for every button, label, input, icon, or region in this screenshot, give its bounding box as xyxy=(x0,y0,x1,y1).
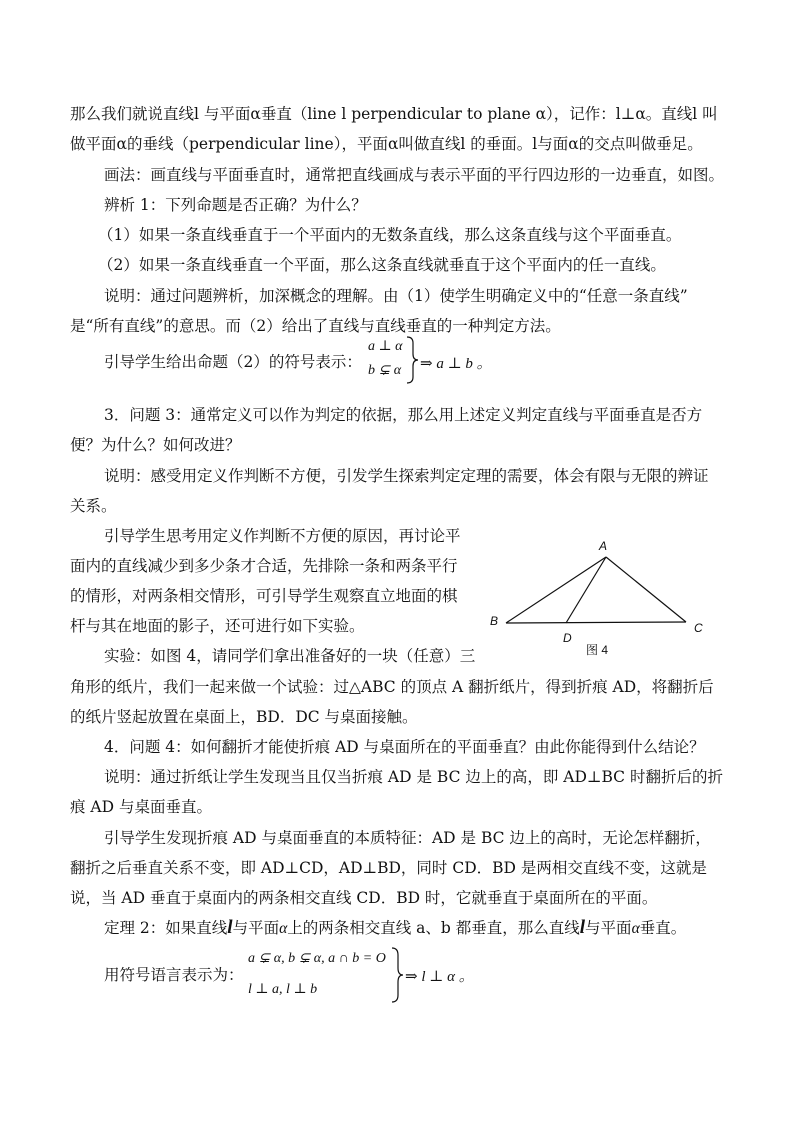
theorem-text: 与平面 xyxy=(585,919,632,937)
paragraph-line: 杆与其在地面的影子，还可进行如下实验。 xyxy=(70,617,365,635)
formula-bottom: b ⊊ α xyxy=(368,363,402,378)
formula-result: ⇒ a ⊥ b 。 xyxy=(420,356,492,372)
paragraph-line: 做平面α的垂线（perpendicular line），平面α叫做直线l 的垂面。l与面α的交点叫做垂足。 xyxy=(70,135,703,153)
paragraph-line: 的纸片竖起放置在桌面上，BD．DC 与桌面接触。 xyxy=(70,708,418,726)
paragraph-line: 翻折之后垂直关系不变，即 AD⊥CD，AD⊥BD，同时 CD．BD 是两相交直线不变，这就是 xyxy=(70,859,707,877)
paragraph-line: 那么我们就说直线l 与平面α垂直（line l perpendicular to plane α），记作：l⊥α。直线l 叫 xyxy=(70,105,718,123)
right-brace-icon xyxy=(390,946,404,1004)
line-symbol: l xyxy=(227,917,233,938)
paragraph-line: 是“所有直线”的意思。而（2）给出了直线与直线垂直的一种判定方法。 xyxy=(70,317,561,335)
paragraph-line: 引导学生给出命题（2）的符号表示： xyxy=(104,353,362,371)
formula-top: a ⊥ α xyxy=(368,339,403,354)
paragraph-line: 说明：通过问题辨析，加深概念的理解。由（1）使学生明确定义中的“任意一条直线” xyxy=(104,287,688,305)
paragraph-line: 3．问题 3：通常定义可以作为判定的依据，那么用上述定义判定直线与平面垂直是否方 xyxy=(104,406,703,424)
theorem-text: 上的两条相交直线 a、b 都垂直，那么直线 xyxy=(287,919,580,937)
right-brace-icon xyxy=(405,335,419,385)
paragraph-line: 说，当 AD 垂直于桌面内的两条相交直线 CD．BD 时，它就垂直于桌面所在的平面。 xyxy=(70,889,658,907)
formula-bottom: l ⊥ a, l ⊥ b xyxy=(248,982,318,997)
paragraph-line: 的情形，对两条相交情形，可引导学生观察直立地面的棋 xyxy=(70,587,458,605)
paragraph-line: 面内的直线减少到多少条才合适，先排除一条和两条平行 xyxy=(70,557,458,575)
paragraph-line: 引导学生思考用定义作判断不方便的原因，再讨论平 xyxy=(104,527,461,545)
vertex-label-c: C xyxy=(694,621,703,635)
theorem-text: 垂直。 xyxy=(639,919,687,937)
vertex-label-a: A xyxy=(599,539,608,553)
plane-symbol: α xyxy=(631,920,640,937)
paragraph-line: 实验：如图 4，请同学们拿出准备好的一块（任意）三 xyxy=(104,647,476,665)
paragraph-line: （1）如果一条直线垂直于一个平面内的无数条直线，那么这条直线与这个平面垂直。 xyxy=(98,226,682,244)
theorem-text: 定理 2：如果直线 xyxy=(104,919,228,937)
theorem-text: 与平面 xyxy=(232,919,280,937)
plane-symbol: α xyxy=(279,920,288,937)
paragraph-line: 说明：感受用定义作判断不方便，引发学生探索判定定理的需要，体会有限与无限的辨证 xyxy=(104,467,709,485)
formula-top: a ⊊ α, b ⊊ α, a ∩ b = O xyxy=(248,951,386,966)
paragraph-line: 痕 AD 与桌面垂直。 xyxy=(70,798,212,816)
vertex-label-b: B xyxy=(490,614,499,628)
paragraph-line: 便？为什么？如何改进？ xyxy=(70,436,241,454)
paragraph-line: 用符号语言表示为： xyxy=(104,966,244,984)
vertex-label-d: D xyxy=(563,631,572,645)
formula-result: ⇒ l ⊥ α 。 xyxy=(405,969,474,985)
paragraph-line: 引导学生发现折痕 AD 与桌面垂直的本质特征：AD 是 BC 边上的高时，无论怎样翻折， xyxy=(104,829,711,847)
paragraph-line: 关系。 xyxy=(70,497,117,515)
paragraph-line: 说明：通过折纸让学生发现当且仅当折痕 AD 是 BC 边上的高，即 AD⊥BC 时翻折后的折 xyxy=(104,768,723,786)
figure-caption: 图 4 xyxy=(586,643,609,657)
paragraph-line: 4．问题 4：如何翻折才能使折痕 AD 与桌面所在的平面垂直？由此你能得到什么结论？ xyxy=(104,738,705,756)
line-symbol: l xyxy=(579,917,586,938)
theorem-line xyxy=(104,918,686,939)
paragraph-line: （2）如果一条直线垂直一个平面，那么这条直线就垂直于这个平面内的任一直线。 xyxy=(98,256,666,274)
paragraph-line: 画法：画直线与平面垂直时，通常把直线画成与表示平面的平行四边形的一边垂直，如图。 xyxy=(104,166,725,184)
paragraph-line: 辨析 1：下列命题是否正确？为什么？ xyxy=(104,196,367,214)
paragraph-line: 角形的纸片，我们一起来做一个试验：过△ABC 的顶点 A 翻折纸片，得到折痕 AD，将翻折后 xyxy=(70,678,714,696)
